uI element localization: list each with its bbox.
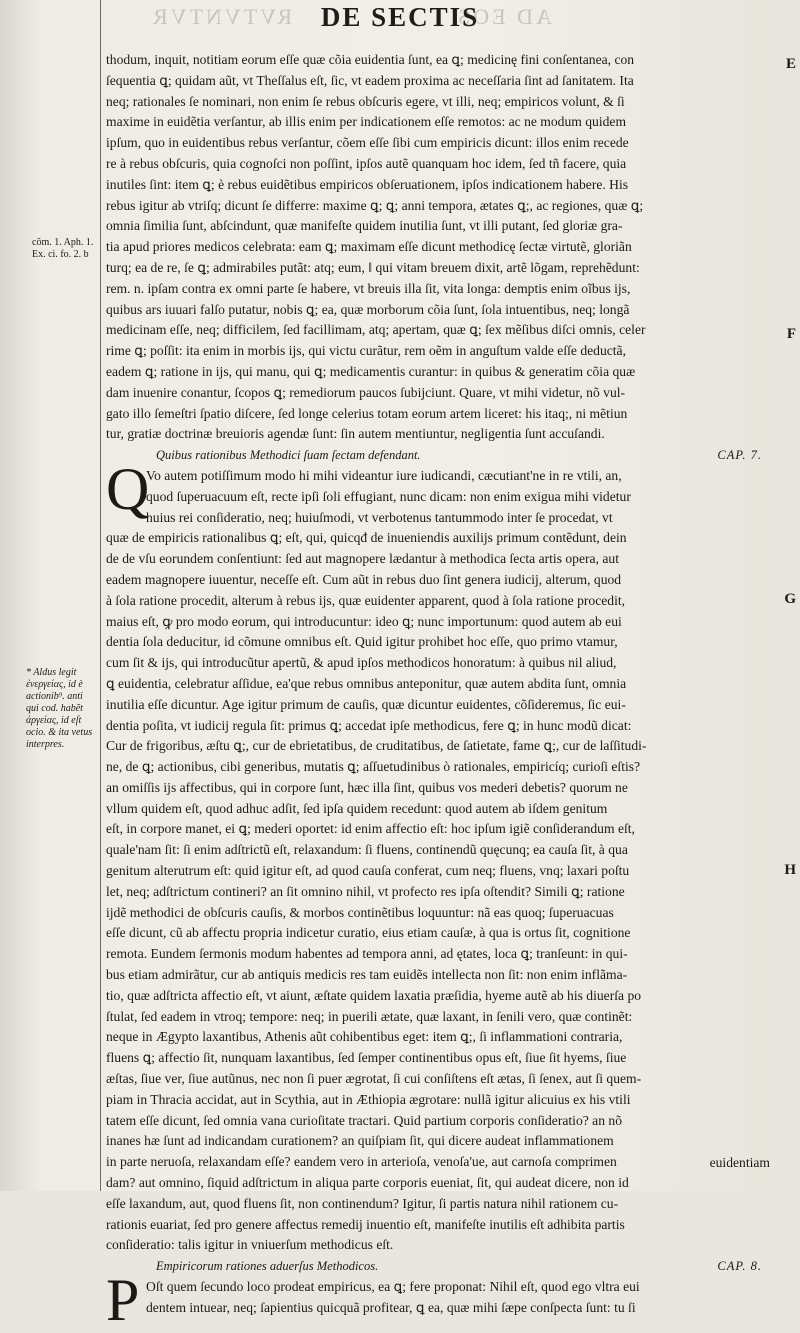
- text-line: tia apud priores medicos celebrata: eam ꝗ; maximam eſſe dicunt methodicę ſectæ virtutẽ, gloriãn: [106, 239, 632, 255]
- text-line: turq; ea de re, ſe ꝗ; admirabiles putãt: atq; eum, ‖ qui vitam breuem dixit, artẽ lõgam, reprehẽdunt:: [106, 259, 640, 275]
- text-line: eſſe dicunt, cũ ab affectu propria indicetur curatio, eius etiam cauſæ, à qua is ortus ſit, cognitione: [106, 925, 631, 941]
- text-line: à ſola ratione procedit, alterum à rebus ijs, quæ euidenter apparent, quod à ſola ratione procedit,: [106, 592, 626, 608]
- text-line: quæ de empiricis rationalibus ꝗ; eſt, qui, quicqđ de inueniendis auxilijs primum contẽdunt, dein: [106, 530, 627, 546]
- text-line: rationis euariat, ſed pro genere affectus remedij inuentio eſt, manifeſte inutilis eſt adhibita partis: [106, 1216, 625, 1232]
- text-line: ꝗ euidentia, celebratur aſſidue, ea'que rebus omnibus anteponitur, quæ autem abdita ſunt, omnia: [106, 675, 627, 691]
- text-line: ſtulat, ſed eadem in vtroq; tempore: neq; in puerili ætate, quæ laxant, in ſenili vero, quæ continẽt:: [106, 1008, 633, 1024]
- section-heading-cap-7: [106, 445, 770, 466]
- text-line: eadem magnopere iuuentur, neceſſe eſt. Cum aũt in rebus duo ſint genera iudicij, alterum, quod: [106, 571, 622, 587]
- text-line: tatem eſſe dicunt, ſed omnia vana curioſitate tractari. Quid partium corporis conſideratio? an nõ: [106, 1112, 622, 1128]
- catchword: euidentiam: [709, 1155, 770, 1170]
- margin-letter-h: H: [784, 862, 796, 878]
- paragraph-methodici-intro: [106, 50, 770, 445]
- text-line: dentia poſita, vt iudicij regula ſit: primus ꝗ; accedat ipſe methodicus, fere ꝗ; in hunc modũ dicat:: [106, 717, 632, 733]
- text-line: eſt, in corpore manet, ei ꝗ; mederi oportet: id enim affectio eſt: hoc ipſum igiẽ conſiderandum eſt,: [106, 821, 635, 837]
- text-line: dentem intuear, neq; ſapientius quicquã profitear, ꝗ ea, quæ mihi ſæpe conſpecta ſunt: tu ſi: [146, 1299, 636, 1315]
- text-line: fluens ꝗ; affectio ſit, nunquam laxantibus, ſed ſemper continentibus opus eſt, ſiue ſit hyems, ſiue: [106, 1050, 627, 1066]
- section-heading-cap-8: [106, 1256, 770, 1277]
- margin-note-aldus: * Aldus legit ἐνεργείας, id è actionib⁹. anti qui cod. habẽt ἀργείας, id eſt ocio. & ita vetus interpres.: [26, 667, 93, 750]
- text-line: rem. n. ipſam contra ex omni parte ſe habere, vt breuis illa ſit, vita longa: demptis enim oĩbus ijs,: [106, 280, 631, 296]
- text-line: inutiles ſint: item ꝗ; è rebus euidẽtibus empiricos obſeruationem, ipſos indicationem habere. His: [106, 176, 629, 192]
- margin-letter-f: F: [786, 326, 796, 342]
- text-line: rime ꝗ; poſſit: ita enim in morbis ijs, qui victu curãtur, rem oẽm in anguſtum valde eſſe deductã,: [106, 343, 626, 359]
- text-line: de de vſu eorundem conſentiunt: ſed aut magnopere lædantur à methodica ſecta artis opera, aut: [106, 551, 619, 567]
- margin-letter-g: G: [784, 591, 796, 607]
- text-line: eadem ꝗ; ratione in ijs, qui manu, qui ꝗ; medicamentis curantur: in quibus & generatim cõia quæ: [106, 363, 636, 379]
- text-line: quibus ars iuuari falſo putatur, nobis ꝗ; ea, quæ morborum cõia ſunt, ſola intuentibus, neq; longã: [106, 301, 630, 317]
- margin-rule: [100, 0, 101, 1191]
- text-line: maius eſt, ꝙ pro modo eorum, qui introducuntur: ideo ꝗ; nunc importunum: quod autem ab eui: [106, 613, 622, 629]
- text-line: an omiſſis ijs affectibus, qui in corpore ſunt, hæc illa ſint, quibus vos mederi debetis? quorum ne: [106, 779, 628, 795]
- text-line: gato illo ſemeſtri ſpatio diſcere, ſed longe celerius totam eorum artem liceret: his itaq;, ni mẽtiun: [106, 405, 628, 421]
- drop-capital-q: Q: [106, 455, 150, 522]
- text-line: Vo autem potiſſimum modo hi mihi videantur iure iudicandi, cæcutiant'ne in re vtili, an,: [146, 467, 622, 483]
- text-line: let, neq; adſtrictum contineri? an ſit omnino nihil, vt profecto res ipſa oſtendit? Simili ꝗ; ratione: [106, 883, 625, 899]
- text-line: ijdẽ methodici de obſcuris cauſis, & morbos continẽtibus loquuntur: nã eas quoq; ſuperuacuas: [106, 904, 614, 920]
- text-line: genitum alterutrum eſt: quid igitur eſt, ad quod cauſa conferat, cum neq; fluens, vnq; laxari poſtu: [106, 863, 630, 879]
- text-line: dam inuenire conantur, ſcopos ꝗ; remediorum paucos ſubijciunt. Quare, vt mihi videtur, nõ vul-: [106, 384, 626, 400]
- main-text: [106, 50, 770, 1333]
- paragraph-cap-8: [106, 1267, 770, 1333]
- margin-letter-e: E: [785, 56, 796, 72]
- text-line: in parte neruoſa, relaxandam eſſe? eandem vero in arterioſa, venoſa'ue, aut carnoſa comprimen: [106, 1154, 617, 1170]
- running-title: DE SECTIS: [320, 2, 480, 32]
- text-line: rebus igitur ab vtriſq; dicunt ſe differre: maxime ꝗ; ꝗ; anni tempora, ætates ꝗ;, ac regiones, quæ ꝗ;: [106, 197, 644, 213]
- text-line: thodum, inquit, notitiam eorum eſſe quæ cõia euidentia ſunt, ea ꝗ; medicinę fini conſentanea, con: [106, 52, 635, 67]
- margin-note-reference: cõm. 1. Aph. 1. Ex. ci. fo. 2. b: [32, 237, 94, 260]
- text-line: huius rei conſideratio, neq; huiuſmodi, vt verbotenus tantummodo inter ſe procedat, vt: [146, 509, 613, 525]
- chapter-number: CAP. 8.: [717, 1259, 762, 1274]
- paragraph-body: [106, 528, 770, 1256]
- text-line: vllum quidem eſt, quod adhuc adſit, ſed ipſa quidem recedunt: quod autem ab iſdem genitum: [106, 800, 608, 816]
- text-line: Oſt quem ſecundo loco prodeat empiricus, ea ꝗ; fere proponat: Nihil eſt, quod ego vltra eui: [146, 1279, 640, 1295]
- text-line: ſequentia ꝗ; quidam aũt, vt Theſſalus eſt, ſic, vt eadem proxima ac neceſſaria ſint ad ſanitatem. Ita: [106, 72, 634, 88]
- text-line: conſideratio: talis igitur in vniuerſum methodicus eſt.: [106, 1237, 394, 1253]
- text-line: eſſe laxandum, aut, quod fluens ſit, non continendum? Igitur, ſi partis natura nihil rationem cu-: [106, 1195, 619, 1211]
- text-line: ne, de ꝗ; actionibus, cibi generibus, mutatis ꝗ; aſſuetudinibus ò rationales, empiricíq; curioſi eſtis?: [106, 759, 641, 775]
- text-line: medicinam eſſe, neq; difficilem, ſed facillimam, atq; apertam, quæ ꝗ; ſex mẽſibus diſci omnis, celer: [106, 322, 646, 338]
- text-line: Cur de frigoribus, æſtu ꝗ;, cur de ebrietatibus, de cruditatibus, de ſatietate, fame ꝗ;, cur de laſſitudi-: [106, 738, 647, 754]
- text-line: piam in Thracia accidat, aut in Scythia, aut in Æthiopia ægrotare: nullã igitur alicuius ex his vtili: [106, 1091, 631, 1107]
- text-line: quod ſuperuacuum eſt, recte ipſi ſoli effugiant, nunc dicam: non enim exigua mihi videtur: [146, 488, 631, 504]
- text-line: maxime in euidẽtia verſantur, ab illis enim per indicationem eſſe remotos: ac ne modum quidem: [106, 114, 627, 130]
- text-line: cum ſit & ijs, qui introducũtur apertũ, & apud ipſos methodicos honoratum: à quibus nil aliud,: [106, 655, 617, 671]
- text-line: tio, quæ adſtricta affectio eſt, vt aiunt, æſtate quidem laxatia præſidia, hyeme autẽ ab his diuerſa po: [106, 987, 642, 1003]
- heading-text: Quibus rationibus Methodici ſuam ſectam defendant.: [156, 448, 421, 463]
- text-line: dentia ſola deducitur, id cõmune omnibus eſt. Quid igitur prohibet hoc eſſe, quo primo vtamur,: [106, 634, 618, 650]
- text-line: dam? aut omnino, ſiquid adſtrictum in aliqua parte corporis eueniat, ſit, qui audeat dicere, non id: [106, 1175, 629, 1191]
- text-line: bus etiam admirãtur, cur ab antiquis medicis res tam euidẽs intellecta non ſit: non enim inflãma-: [106, 967, 628, 983]
- drop-capital-p: P: [106, 1267, 140, 1333]
- text-line: inutilia eſſe dicuntur. Age igitur primum de cauſis, quæ dicuntur euidentes, cõſideremus, ſic eui-: [106, 696, 626, 712]
- text-line: inanes hæ ſunt ad indicandam curationem? an quiſpiam ſit, qui dicere audeat inflammationem: [106, 1133, 614, 1149]
- text-line: remota. Eundem ſermonis modum habentes ad tempora anni, ad ętates, loca ꝗ; tranſeunt: in qui-: [106, 946, 628, 962]
- bleed-through-text-right: AD EOS: [455, 4, 552, 29]
- chapter-number: CAP. 7.: [717, 448, 762, 463]
- text-line: neque in Ægypto laxantibus, Athenis aũt cohibentibus eget: item ꝗ;, ſi inflammationi contraria,: [106, 1029, 623, 1045]
- text-line: quale'nam ſit: ſi enim adſtrictũ eſt, relaxandum: ſi fluens, continendũ quęcunq; ea cauſa ſit, à qua: [106, 842, 628, 858]
- heading-text: Empiricorum rationes aduerſus Methodicos.: [156, 1259, 379, 1274]
- text-line: tur, gratiæ doctrinæ breuioris agendæ ſunt: ſin autem mentiuntur, negligentia ſunt accuſandi.: [106, 426, 605, 442]
- dropcap-lines: [106, 1277, 770, 1319]
- text-line: neq; rationales ſe nominari, non enim ſe rebus obſcuris egere, vt illi, neq; empiricos volunt, & ſi: [106, 93, 625, 109]
- text-line: æſtas, ſiue ver, ſiue autũnus, nec non ſi puer ægrotat, ſi cui conſiſtens eſt ætas, ſi ſenex, aut ſi quem-: [106, 1071, 642, 1087]
- text-line: ipſum, quo in euidentibus rebus verſantur, cõem eſſe ſibi cum empiricis dicunt: illos enim recede: [106, 135, 629, 151]
- text-line: re à rebus obſcuris, quia cognoſci non poſſint, ipſos autẽ quanquam hoc idem, ſed tñ facere, quia: [106, 155, 627, 171]
- text-line: omnia ſimilia ſunt, abſcindunt, quæ manifeſte quidem inutilia ſunt, vt illi putant, ſed gloriæ gra-: [106, 218, 623, 234]
- bleed-through-text-left: RVTVNTVR: [150, 4, 293, 29]
